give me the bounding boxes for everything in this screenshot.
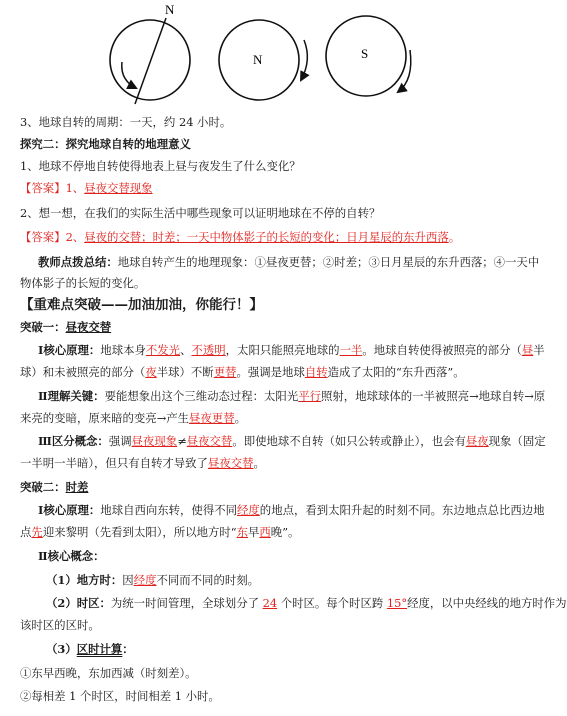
core-principle-time-difference-cont — [20, 525, 299, 540]
fill-answer: 经度 — [133, 573, 157, 587]
text: 个时区。每个时区跨 — [277, 596, 387, 610]
fill-answer: 自转 — [304, 365, 328, 379]
text: 造成了太阳的“东升西落”。 — [327, 365, 465, 379]
core-principle-day-night — [38, 343, 545, 358]
para-head: Ⅱ理解关键： — [38, 389, 105, 403]
text: 点 — [20, 525, 32, 539]
text: ，太阳只能照亮地球的 — [225, 343, 340, 357]
breakthrough-banner: 【重难点突破——加油加油，你能行！】 — [20, 297, 263, 313]
item-head: （1）地方时： — [46, 573, 123, 587]
north-label: N — [165, 2, 175, 17]
fill-answer: 昼夜交替 — [207, 456, 254, 470]
counterclockwise-arrow — [301, 40, 307, 80]
para-head: Ⅰ核心原理： — [38, 503, 101, 517]
answer-prefix: 【答案】1、 — [20, 181, 85, 195]
globe-south-pole-view — [326, 16, 411, 96]
time-zone-item-cont: 该时区的区时。 — [20, 618, 100, 632]
answer-prefix: 【答案】2、 — [20, 230, 85, 244]
answer-two-part-a: 昼夜的交替； — [84, 230, 153, 244]
answer-one — [20, 181, 153, 196]
fill-answer: 昼夜更替 — [189, 411, 235, 425]
rotation-period-line: 3、地球自转的周期：一天，约 24 小时。 — [20, 115, 232, 129]
section-heading-explore-two: 探究二：探究地球自转的地理意义 — [20, 137, 191, 151]
text: 来亮的变暗，原来暗的变亮→产生 — [20, 411, 190, 425]
text: 照射，地球球体的一半被照亮→地球自转→原 — [321, 389, 546, 403]
text: 。地球自转使得被照亮的部分（ — [362, 343, 522, 357]
text: 经度，以中央经线的地方时作为 — [407, 596, 567, 610]
breakthrough-label: 突破二： — [20, 480, 66, 494]
item-head: （3） — [46, 642, 77, 656]
distinguish-concepts — [38, 434, 546, 449]
para-head: Ⅰ核心原理： — [38, 343, 101, 357]
text: 半球）不断 — [156, 365, 214, 379]
rule-two: ②每相差 1 个时区，时间相差 1 小时。 — [20, 689, 220, 703]
teacher-summary — [38, 255, 539, 270]
text: 球）和未被照亮的部分（ — [20, 365, 146, 379]
clockwise-arrow — [398, 50, 411, 92]
text: 要能想象出这个三维动态过程：太阳光 — [104, 389, 299, 403]
distinguish-concepts-cont — [20, 456, 265, 471]
rotation-arrow — [122, 62, 136, 88]
fill-answer: 不透明 — [191, 343, 226, 357]
para-head: Ⅲ区分概念： — [38, 434, 109, 448]
text: 晚”。 — [270, 525, 300, 539]
fill-answer: 15° — [386, 596, 408, 610]
teacher-summary-continued: 物体影子的长短的变化。 — [20, 276, 146, 290]
fill-answer: 经度 — [237, 503, 260, 517]
breakthrough-one-heading — [20, 320, 111, 335]
text: 、 — [180, 343, 192, 357]
text: 的地点，看到太阳升起的时刻不同。东边地点总比西边地 — [259, 503, 545, 517]
breakthrough-two-heading — [20, 480, 88, 495]
rule-one: ①东早西晚，东加西减（时刻差）。 — [20, 666, 197, 680]
zone-time-calculation-heading — [46, 642, 134, 657]
fill-answer: 东 — [236, 525, 248, 539]
understanding-key — [38, 389, 545, 404]
answer-two-end: 。 — [448, 230, 461, 244]
fill-answer: 昼夜现象 — [131, 434, 178, 448]
text: 。 — [234, 411, 246, 425]
text: 为统一时间管理，全球划分了 — [110, 596, 263, 610]
north-pole-label: N — [253, 52, 263, 67]
earth-axis — [135, 18, 166, 104]
globe-side-view — [110, 2, 190, 104]
text: 。强调是地球 — [236, 365, 305, 379]
answer-two-part-b: 时差；一天中物体影子的长短的变化；日月星辰的东升西落 — [152, 230, 449, 244]
question-two: 2、想一想，在我们的实际生活中哪些现象可以证明地球在不停的自转？ — [20, 206, 381, 220]
answer-one-text: 昼夜交替现象 — [84, 181, 153, 195]
globe-north-pole-view — [219, 20, 307, 100]
question-one: 1、地球不停地自转使得地表上昼与夜发生了什么变化？ — [20, 159, 301, 173]
text: ： — [122, 642, 134, 656]
text: 。 — [253, 456, 265, 470]
item-head: （2）时区： — [46, 596, 111, 610]
core-concepts-heading: Ⅱ核心概念： — [38, 549, 105, 563]
item-topic: 区时计算 — [76, 642, 123, 656]
breakthrough-topic: 昼夜交替 — [65, 320, 112, 334]
text: 因 — [122, 573, 134, 587]
fill-answer: 西 — [259, 525, 271, 539]
understanding-key-cont — [20, 411, 246, 426]
text: 。即使地球不自转（如只公转或静止），也会有 — [232, 434, 466, 448]
text: 不同而不同的时刻。 — [156, 573, 260, 587]
south-pole-label: S — [361, 46, 369, 61]
core-principle-time-difference — [38, 503, 545, 518]
text: 地球本身 — [100, 343, 146, 357]
text: 早 — [247, 525, 260, 539]
answer-two — [20, 230, 460, 245]
earth-rotation-diagrams — [0, 0, 532, 118]
time-zone-item — [46, 596, 567, 611]
text: 一半明一半暗），但只有自转才导致了 — [20, 456, 208, 470]
fill-answer: 一半 — [339, 343, 363, 357]
text: 地球自西向东转，使得不同 — [100, 503, 237, 517]
teacher-summary-text: 地球自转产生的地理现象：①昼夜更替；②时差；③日月星辰的东升西落；④一天中 — [117, 255, 540, 269]
local-time-item — [46, 573, 259, 588]
fill-answer: 平行 — [298, 389, 322, 403]
fill-answer: 不发光 — [145, 343, 181, 357]
breakthrough-topic: 时差 — [65, 480, 89, 494]
teacher-summary-label: 教师点拨总结： — [38, 255, 118, 269]
text: ≠ — [177, 434, 187, 448]
fill-answer: 更替 — [213, 365, 237, 379]
text: 迎来黎明（先看到太阳），所以地方时“ — [42, 525, 237, 539]
fill-answer: 昼夜 — [465, 434, 489, 448]
breakthrough-label: 突破一： — [20, 320, 66, 334]
fill-answer: 夜 — [145, 365, 157, 379]
text: 强调 — [108, 434, 132, 448]
text: 现象（固定 — [488, 434, 546, 448]
fill-answer: 先 — [31, 525, 43, 539]
fill-answer: 昼夜交替 — [186, 434, 233, 448]
core-principle-day-night-cont — [20, 365, 465, 380]
fill-answer: 24 — [262, 596, 278, 610]
text: 半 — [533, 343, 545, 357]
fill-answer: 昼 — [521, 343, 534, 357]
